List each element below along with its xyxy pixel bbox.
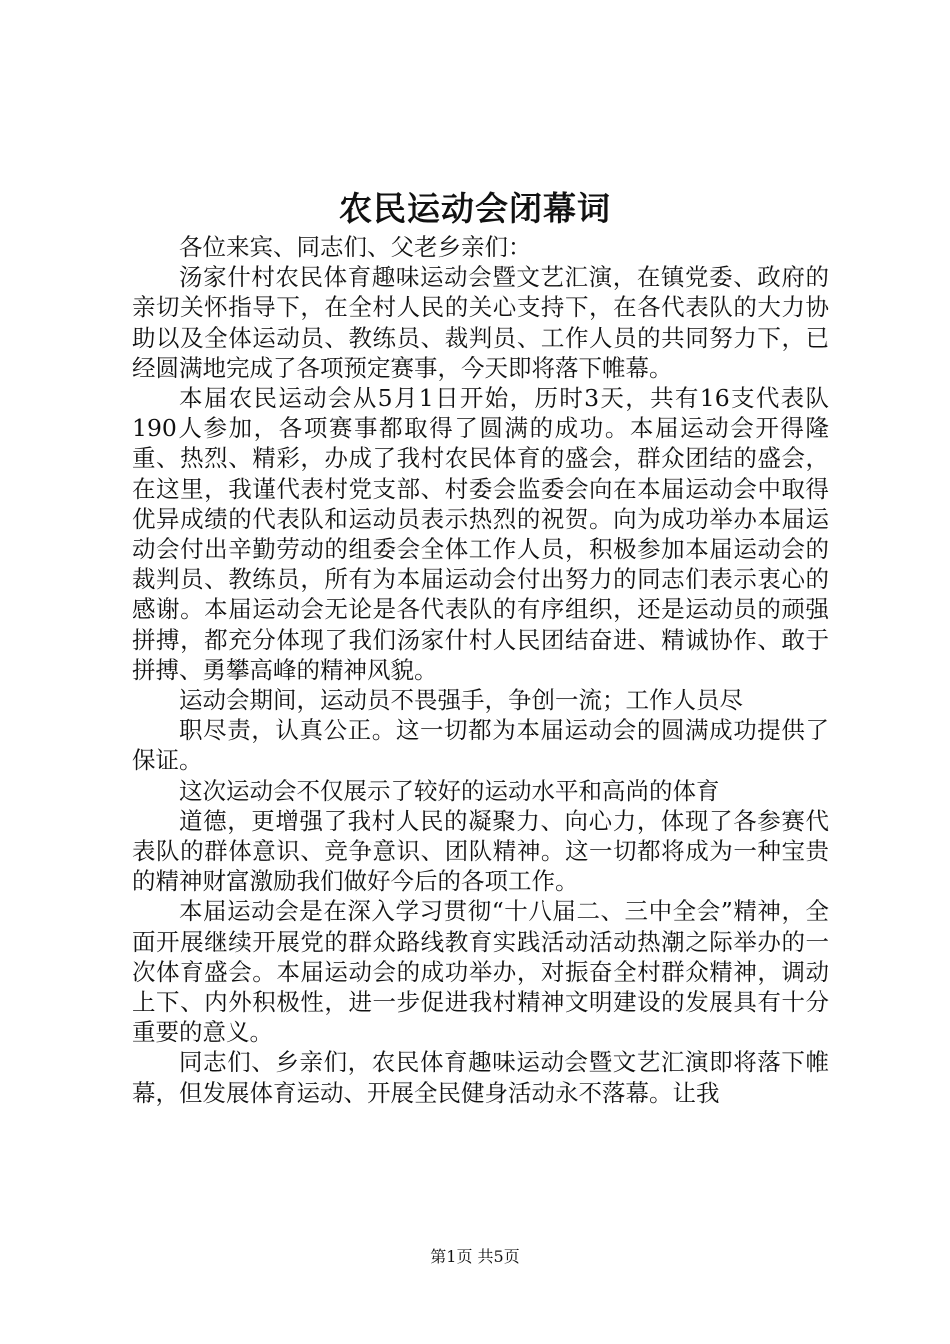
body-paragraph: 这次运动会不仅展示了较好的运动水平和高尚的体育 [179,776,720,805]
body-paragraph: 职尽责，认真公正。这一切都为本届运动会的圆满成功提供了保证。 [132,716,829,775]
body-paragraph: 道德，更增强了我村人民的凝聚力、向心力，体现了各参赛代表队的群体意识、竞争意识、团队精神。这一切都将成为一种宝贵的精神财富激励我们做好今后的各项工作。 [132,806,829,896]
body-paragraph: 汤家什村农民体育趣味运动会暨文艺汇演，在镇党委、政府的亲切关怀指导下，在全村人民的关心支持下，在各代表队的大力协助以及全体运动员、教练员、裁判员、工作人员的共同努力下，已经圆满地完成了各项预定赛事，今天即将落下帷幕。 [132,263,829,382]
body-paragraph: 同志们、乡亲们，农民体育趣味运动会暨文艺汇演即将落下帷幕，但发展体育运动、开展全民健身活动永不落幕。让我 [132,1048,829,1107]
document-title: 农民运动会闭幕词 [339,189,611,228]
document-body [132,232,829,1108]
salutation-paragraph: 各位来宾、同志们、父老乡亲们： [179,233,532,261]
body-paragraph: 本届农民运动会从5月1日开始，历时3天，共有16支代表队190人参加，各项赛事都取得了圆满的成功。本届运动会开得隆重、热烈、精彩，办成了我村农民体育的盛会，群众团结的盛会，在这里，我谨代表村党支部、村委会监委会向在本届运动会中取得优异成绩的代表队和运动员表示热烈的祝贺。向为成功举办本届运动会付出辛勤劳动的组委会全体工作人员，积极参加本届运动会的裁判员、教练员，所有为本届运动会付出努力的同志们表示衷心的感谢。本届运动会无论是各代表队的有序组织，还是运动员的顽强拼搏，都充分体现了我们汤家什村人民团结奋进、精诚协作、敢于拼搏、勇攀高峰的精神风貌。 [132,384,829,684]
page-footer: 第1页 共5页 [430,1247,520,1266]
body-paragraph: 本届运动会是在深入学习贯彻“十八届二、三中全会”精神，全面开展继续开展党的群众路线教育实践活动活动热潮之际举办的一次体育盛会。本届运动会的成功举办，对振奋全村群众精神，调动上下、内外积极性，进一步促进我村精神文明建设的发展具有十分重要的意义。 [132,897,829,1047]
body-paragraph: 运动会期间，运动员不畏强手，争创一流；工作人员尽 [179,686,743,715]
